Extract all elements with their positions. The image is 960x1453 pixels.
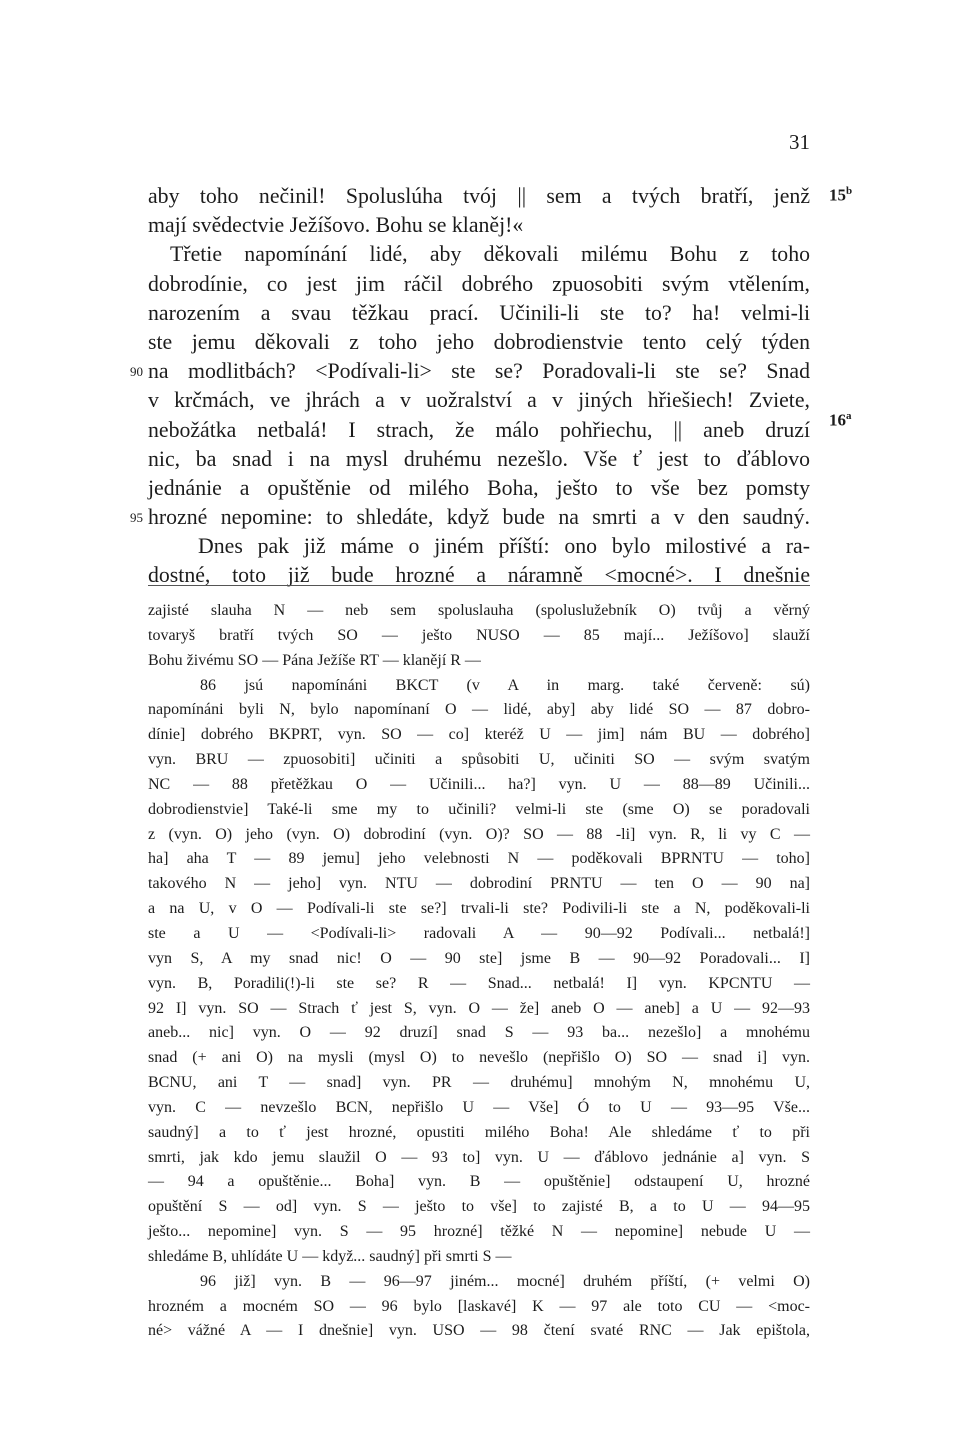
line-text: dostné, toto již bude hrozné a náramně <mocné>. I dnešnie xyxy=(148,563,810,588)
text-line xyxy=(148,445,810,474)
text-line xyxy=(148,328,810,357)
text-line xyxy=(148,386,810,415)
apparatus-line: zajisté slauha N — neb sem spoluslauha (spoluslužebník O) tvůj a věrný xyxy=(148,602,810,619)
apparatus-line: ste a U — <Podívali-li> radovali A — 90—92 Podívali... netbalá!] xyxy=(148,924,810,942)
folio-side: a xyxy=(846,410,852,422)
folio-leaf: 15 xyxy=(829,185,846,205)
apparatus-line: hrozném a mocném SO — 96 bylo [laskavé] K — 97 ale toto CU — <moc- xyxy=(148,1297,810,1315)
apparatus-line: né> vážné A — I dnešnie] vyn. USO — 98 čtení svaté RNC — Jak epištola, xyxy=(148,1322,810,1340)
apparatus-line: dobrodienstvie] Také-li sme my to učinili? velmi-li ste (sme O) se poradovali xyxy=(148,800,810,818)
line-text: jednánie a opuštěnie od milého Boha, ješto to vše bez pomsty xyxy=(148,475,810,500)
apparatus-line: snad (+ ani O) na mysli (mysl O) to nevešlo (nepřišlo O) SO — snad i] vyn. xyxy=(148,1049,810,1067)
line-text: nebožátka netbalá! I strach, že málo pohřiechu, || aneb druzí xyxy=(148,417,810,442)
apparatus-line: dínie] dobrého BKPRT, vyn. SO — co] kteréž U — jim] nám BU — dobrého] xyxy=(148,726,810,744)
line-text: Dnes pak již máme o jiném příští: ono bylo milostivé a ra- xyxy=(198,534,810,559)
page-number: 31 xyxy=(789,130,810,154)
line-text: dobrodínie, co jest jim ráčil dobrého zpuosobiti svým vtělením, xyxy=(148,271,810,296)
apparatus-line: tovaryš bratří tvých SO — ješto NUSO — 85 mají... Ježíšovo] slauží xyxy=(148,626,810,644)
text-line xyxy=(148,299,810,328)
folio-mark-16a xyxy=(829,410,852,431)
line-text: hrozné nepomine: to shledáte, když bude na smrti a v den saudný. xyxy=(148,505,810,530)
text-line xyxy=(148,240,810,269)
folio-mark-15b xyxy=(829,185,852,206)
text-line xyxy=(148,532,810,561)
folio-leaf: 16 xyxy=(829,410,846,430)
apparatus-line: napomínáni byli N, bylo napomínaní O — lidé, aby] aby lidé SO — 87 dobro- xyxy=(148,701,810,719)
apparatus-line: ha] aha T — 89 jemu] jeho velebnosti N — poděkovali BPRNTU — toho] xyxy=(148,850,810,868)
apparatus-line: vyn. B, Poradili(!)-li ste se? R — Snad... netbalá! I] vyn. KPCNTU — xyxy=(148,974,810,992)
apparatus-line: 86 jsú napomínáni BKCT (v A in marg. také červeně: sú) xyxy=(200,676,810,694)
apparatus-line: 96 již] vyn. B — 96—97 jiném... mocné] druhém příští, (+ velmi O) xyxy=(200,1272,810,1290)
apparatus-line: Bohu živému SO — Pána Ježíše RT — klanějí R — xyxy=(148,651,481,669)
text-line xyxy=(148,182,810,211)
line-text: narozením a svau těžkau prací. Učinili-li ste to? ha! velmi-li xyxy=(148,300,810,325)
apparatus-line: a na U, v O — Podívali-li ste se?] trvali-li ste? Podivili-li ste a N, poděkovali-li xyxy=(148,900,810,918)
line-text: mají svědectvie Ježíšovo. Bohu se klaněj!« xyxy=(148,213,524,238)
line-number: 90 xyxy=(130,364,143,380)
line-text: nic, ba snad i na mysl druhému nezešlo. Vše ť jest to ďáblovo xyxy=(148,446,810,471)
text-line xyxy=(148,416,810,445)
main-text xyxy=(130,182,810,591)
apparatus-line: opuštění S — od] vyn. S — ješto to vše] to zajisté B, a to U — 94—95 xyxy=(148,1198,810,1216)
apparatus-line: vyn. BRU — zpuosobiti] učiniti a spůsobiti U, učiniti SO — svým svatým xyxy=(148,751,810,769)
line-text: aby toho nečinil! Spoluslúha tvój || sem a tvých bratří, jenž xyxy=(148,184,810,208)
text-line xyxy=(148,270,810,299)
critical-apparatus xyxy=(148,599,810,1344)
line-number: 95 xyxy=(130,510,143,526)
apparatus-line: z (vyn. O) jeho (vyn. O) dobrodiní (vyn. O)? SO — 88 -li] vyn. R, li vy C — xyxy=(148,825,810,843)
footnote-divider xyxy=(148,585,810,586)
apparatus-line: takového N — jeho] vyn. NTU — dobrodiní PRNTU — ten O — 90 na] xyxy=(148,875,810,893)
apparatus-line: BCNU, ani T — snad] vyn. PR — druhému] mnohým N, mnohému U, xyxy=(148,1074,810,1092)
text-line xyxy=(148,211,810,240)
text-line xyxy=(130,503,810,532)
apparatus-line: NC — 88 přetěžkau O — Učinili... ha?] vyn. U — 88—89 Učinili... xyxy=(148,775,810,793)
apparatus-line: ješto... nepomine] vyn. S — 95 hrozné] těžké N — nepomine] nebude U — xyxy=(148,1223,810,1241)
text-line xyxy=(130,357,810,386)
line-text: v krčmách, ve jhrách a v uožralství a v jiných hřiešiech! Zviete, xyxy=(148,388,810,413)
text-line xyxy=(148,474,810,503)
line-text: na modlitbách? <Podívali-li> ste se? Poradovali-li ste se? Snad xyxy=(148,359,810,384)
apparatus-line: smrti, jak kdo jemu slaužil O — 93 to] vyn. U — ďáblovo jednánie a] vyn. S xyxy=(148,1148,810,1166)
text-line xyxy=(148,561,810,590)
apparatus-line: vyn. C — nevzešlo BCN, nepřišlo U — Vše] Ó to U — 93—95 Vše... xyxy=(148,1098,810,1116)
line-text: ste jemu děkovali z toho jeho dobrodienstvie tento celý týden xyxy=(148,329,810,354)
apparatus-line: 92 I] vyn. SO — Strach ť jest S, vyn. O — že] aneb O — aneb] a U — 92—93 xyxy=(148,999,810,1017)
apparatus-line: shledáme B, uhlídáte U — když... saudný] při smrti S — xyxy=(148,1247,512,1265)
apparatus-line: — 94 a opuštěnie... Boha] vyn. B — opuštěnie] odstaupení U, hrozné xyxy=(148,1173,810,1191)
apparatus-line: aneb... nic] vyn. O — 92 druzí] snad S — 93 ba... nezešlo] a mnohému xyxy=(148,1024,810,1042)
line-text: Třetie napomínání lidé, aby děkovali milému Bohu z toho xyxy=(170,242,810,267)
apparatus-line: vyn S, A my snad nic! O — 90 ste] jsme B — 90—92 Poradovali... I] xyxy=(148,949,810,967)
folio-side: b xyxy=(846,185,853,197)
apparatus-line: saudný] a to ť jest hrozné, opustiti milého Boha! Ale shledáme ť to při xyxy=(148,1123,810,1141)
